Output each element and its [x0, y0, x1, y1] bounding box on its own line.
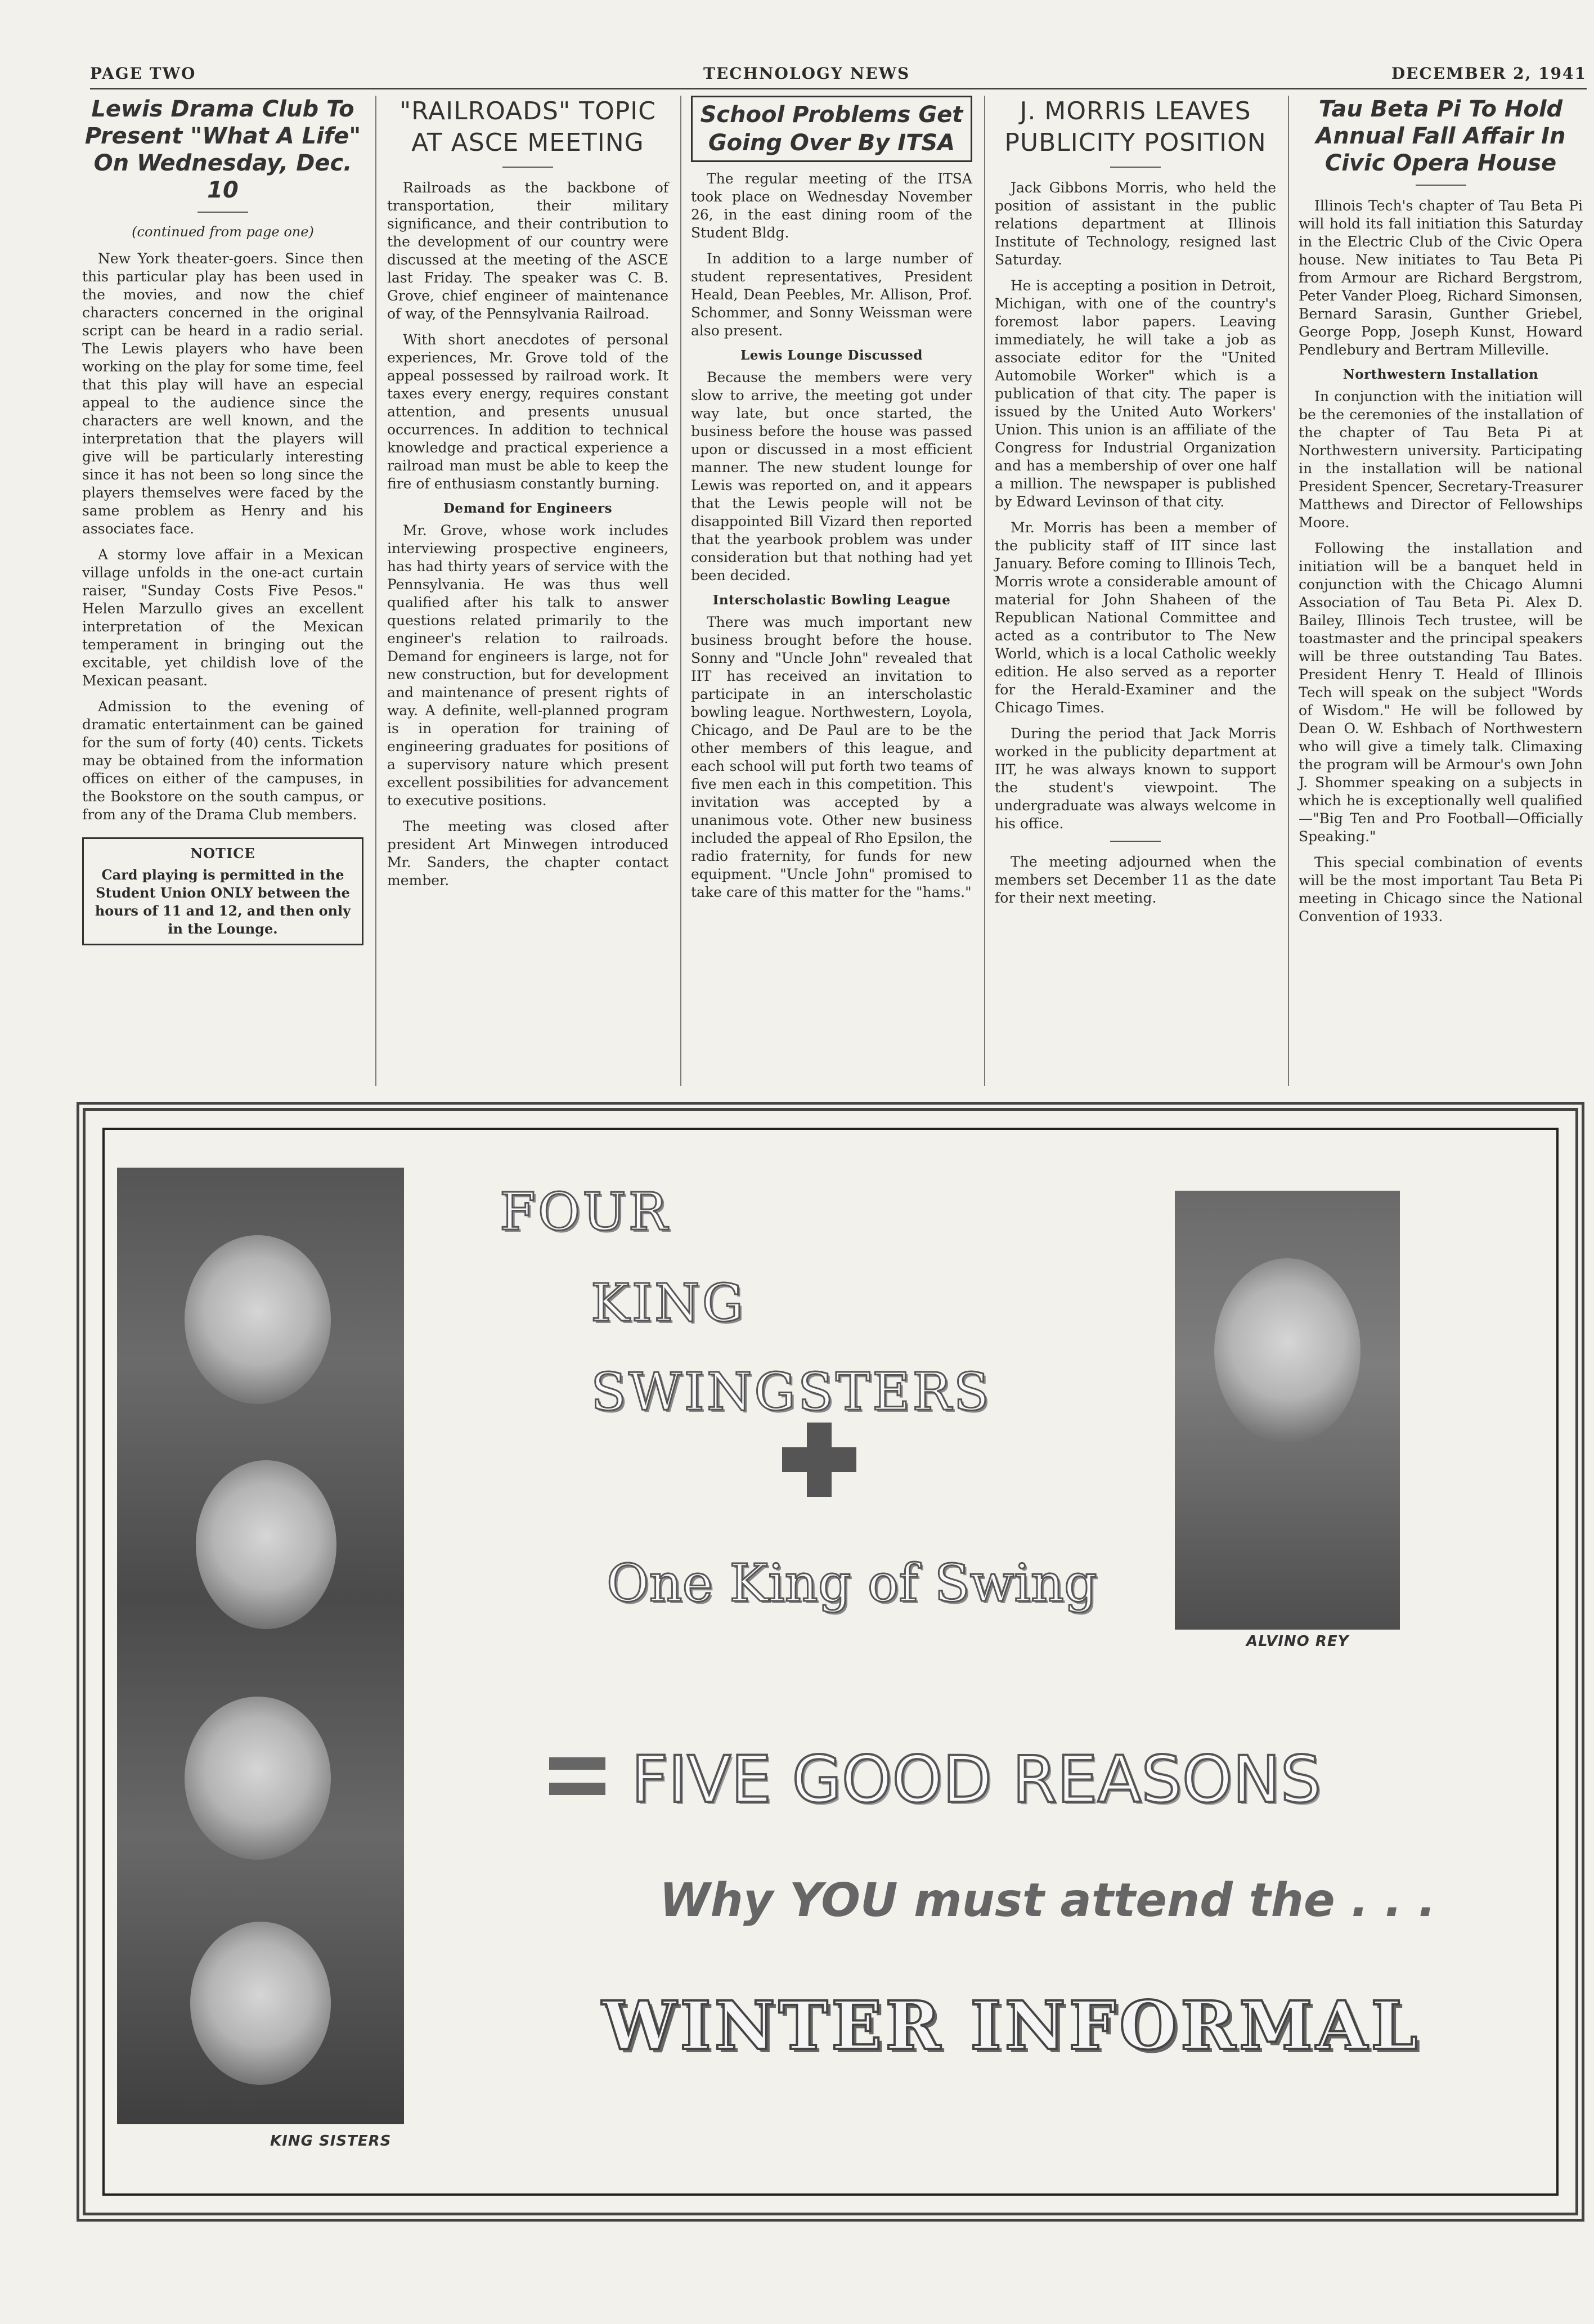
alvino-rey-photo	[1175, 1191, 1400, 1630]
paragraph: He is accepting a position in Detroit, Michigan, with one of the country's foremost labor papers. Leaving immediately, he will take a job as associate editor for the "United Automobile Worker" which is a publication of that city. The paper is issued by the United Auto Workers' Union. This union is an affiliate of the Congress for Industrial Organization and has a membership of over one half a million. The newspaper is published by Edward Levinson of that city.	[995, 277, 1276, 510]
paragraph: In conjunction with the initiation will be the ceremonies of the installation of the chapter of Tau Beta Pi at Northwestern university. Participating in the installation will be national President Spencer, Secretary-Treasurer Matthews and Director of Fellowships Moore.	[1299, 388, 1583, 531]
ad-line-swingsters: SWINGSTERS	[591, 1362, 991, 1422]
paragraph: The meeting adjourned when the members set December 11 as the date for their next meeting.	[995, 854, 1276, 906]
column-rule	[375, 96, 376, 1086]
caption-alvino-rey: ALVINO REY	[1246, 1633, 1349, 1650]
divider	[197, 212, 248, 213]
notice-title: NOTICE	[190, 845, 255, 862]
ad-line-king: KING	[591, 1273, 746, 1333]
article-headline: "RAILROADS" TOPIC AT ASCE MEETING	[399, 97, 656, 157]
subheading: Demand for Engineers	[443, 501, 613, 516]
paragraph: Mr. Grove, whose work includes interviewing prospective engineers, has had thirty years of service with the Pennsylvania. He was thus well qualified after his talk to answer questions related primarily to the engineer's relation to railroads. Demand for engineers is large, not for new construction, but for development and maintenance of present rights of way. A definite, well-planned program is in operation for training of engineering graduates for positions of a supervisory nature which present excellent possibilities for advancement to executive positions.	[387, 522, 668, 809]
notice-box	[82, 837, 363, 945]
face-alvino	[1214, 1258, 1360, 1444]
paper-title: TECHNOLOGY NEWS	[703, 64, 910, 83]
face-1	[185, 1235, 331, 1404]
subheading: Northwestern Installation	[1342, 367, 1539, 382]
issue-date: DECEMBER 2, 1941	[1391, 64, 1587, 83]
subheading: Lewis Lounge Discussed	[740, 348, 923, 363]
paragraph: The regular meeting of the ITSA took place on Wednesday November 26, in the east dining room of the Student Bldg.	[691, 171, 972, 241]
column-rule	[984, 96, 985, 1086]
column-rule	[1288, 96, 1289, 1086]
masthead	[90, 60, 1587, 89]
ad-line-five-good-reasons: FIVE GOOD REASONS	[631, 1742, 1322, 1817]
equals-sign-top	[549, 1757, 605, 1770]
plus-sign-horizontal	[782, 1447, 856, 1472]
equals-sign-bottom	[549, 1783, 605, 1795]
caption-king-sisters: KING SISTERS	[270, 2133, 392, 2150]
article-headline: Lewis Drama Club To Present "What A Life" On Wednesday, Dec. 10	[84, 96, 361, 203]
paragraph: Mr. Morris has been a member of the publicity staff of IIT since last January. Before coming to Illinois Tech, Morris wrote a considerable amount of material for John Shaheen of the Republican National Committee and acted as a contributor to The New World, which is a local Catholic weekly edition. He also served as a reporter for the Herald-Examiner and the Chicago Times.	[995, 519, 1276, 716]
paragraph: Admission to the evening of dramatic entertainment can be gained for the sum of forty (40) cents. Tickets may be obtained from the information offices on either of the campuses, in the Bookstore on the south campus, or from any of the Drama Club members.	[82, 698, 363, 823]
paragraph: A stormy love affair in a Mexican village unfolds in the one-act curtain raiser, "Sunday Costs Five Pesos." Helen Marzullo gives an excellent interpretation of the Mexican temperament in bringing out the excitable, yet childish love of the Mexican peasant.	[82, 546, 363, 689]
paragraph: There was much important new business brought before the house. Sonny and "Uncle John" revealed that IIT has received an invitation to participate in an interscholastic bowling league. Northwestern, Loyola, Chicago, and De Paul are to be the other members of this league, and each school will put forth two teams of five men each in this competition. This invitation was accepted by a unanimous vote. Other new business included the appeal of Rho Epsilon, the radio fraternity, for funds for new equipment. "Uncle John" promised to take care of this matter for the "hams."	[691, 614, 972, 900]
paragraph: Following the installation and initiation will be a banquet held in conjunction with the Chicago Alumni Association of Tau Beta Pi. Alex D. Bailey, Illinois Tech trustee, will be toastmaster and the principal speakers will be three outstanding Tau Bates. President Henry T. Heald of Illinois Tech will speak on the subject "Words of Wisdom." He will be followed by Dean O. W. Eshbach of Northwestern who will give a timely talk. Climaxing the program will be Armour's own John J. Shommer speaking on a subjects in which he is exceptionally well qualified—"Big Ten and Pro Football—Officially Speaking."	[1299, 540, 1583, 845]
paragraph: Illinois Tech's chapter of Tau Beta Pi will hold its fall initiation this Saturday in the Electric Club of the Civic Opera house. New initiates to Tau Beta Pi from Armour are Richard Bergstrom, Peter Vander Ploeg, Richard Simonsen, Bernard Sarasin, Gunther Griebel, George Popp, Joseph Kunst, Howard Pendlebury and Bertram Milleville.	[1299, 198, 1583, 358]
page-number: PAGE TWO	[90, 64, 196, 83]
article-tau-beta-pi	[1299, 96, 1583, 934]
face-3	[185, 1697, 331, 1860]
divider	[1110, 841, 1161, 842]
king-sisters-photo	[117, 1168, 404, 2124]
paragraph: New York theater-goers. Since then this particular play has been used in the movies, and now the chief characters concerned in the original script can be heard in a radio serial. The Lewis players who have been working on the play for some time, feel that this play will have an especial appeal to the audience since the characters are well known, and the interpretation that the players will give will be particularly interesting since it has not been so long since the players themselves were faced by the same problem as Henry and his associates face.	[82, 250, 363, 537]
paragraph: In addition to a large number of student representatives, President Heald, Dean Peebles, Mr. Allison, Prof. Schommer, and Sonny Weissman were also present.	[691, 250, 972, 339]
paragraph: Because the members were very slow to arrive, the meeting got under way late, but once started, the business before the house was passed upon or discussed in a most efficient manner. The new student lounge for Lewis was reported on, and it appears that the Lewis people will not be disappointed Bill Vizard then reported that the yearbook problem was under consideration but that nothing had yet been decided.	[691, 369, 972, 584]
article-headline: J. MORRIS LEAVES PUBLICITY POSITION	[1004, 97, 1267, 157]
paragraph: With short anecdotes of personal experiences, Mr. Grove told of the appeal possessed by railroad work. It taxes every energy, requires constant attention, and presents unusual occurrences. In addition to technical knowledge and practical experience a railroad man must be able to keep the fire of enthusiasm constantly burning.	[387, 331, 668, 492]
article-itsa	[691, 96, 972, 909]
article-railroads	[387, 96, 668, 898]
paragraph: The meeting was closed after president Art Minwegen introduced Mr. Sanders, the chapter contact member.	[387, 818, 668, 889]
notice-text: Card playing is permitted in the Student Union ONLY between the hours of 11 and 12, and then only in the Lounge.	[95, 867, 351, 937]
divider	[502, 167, 553, 168]
paragraph: Railroads as the backbone of transportation, their military significance, and their contribution to the development of our country were discussed at the meeting of the ASCE last Friday. The speaker was C. B. Grove, chief engineer of maintenance of way, of the Pennsylvania Railroad.	[387, 180, 668, 322]
face-2	[196, 1460, 336, 1629]
divider	[1416, 185, 1466, 186]
column-rule	[680, 96, 681, 1086]
ad-line-king-of-swing: One King of Swing	[607, 1553, 1097, 1613]
face-4	[190, 1922, 331, 2085]
article-headline: School Problems Get Going Over By ITSA	[691, 96, 972, 162]
ad-line-winter-informal: WINTER INFORMAL	[602, 1986, 1421, 2065]
ad-line-why-you: Why YOU must attend the . . .	[659, 1874, 1436, 1927]
paragraph: Jack Gibbons Morris, who held the position of assistant in the public relations department at Illinois Institute of Technology, resigned last Saturday.	[995, 180, 1276, 268]
paragraph: This special combination of events will be the most important Tau Beta Pi meeting in Chicago since the National Convention of 1933.	[1299, 854, 1583, 925]
continued-note: (continued from page one)	[132, 224, 314, 240]
subheading: Interscholastic Bowling League	[712, 593, 951, 608]
ad-line-four: FOUR	[500, 1182, 670, 1242]
divider	[1110, 167, 1161, 168]
article-drama-club	[82, 96, 363, 945]
article-headline: Tau Beta Pi To Hold Annual Fall Affair In Civic Opera House	[1315, 96, 1566, 176]
article-morris	[995, 96, 1276, 915]
paragraph: During the period that Jack Morris worked in the publicity department at IIT, he was always known to support the student's viewpoint. The undergraduate was always welcome in his office.	[995, 725, 1276, 832]
